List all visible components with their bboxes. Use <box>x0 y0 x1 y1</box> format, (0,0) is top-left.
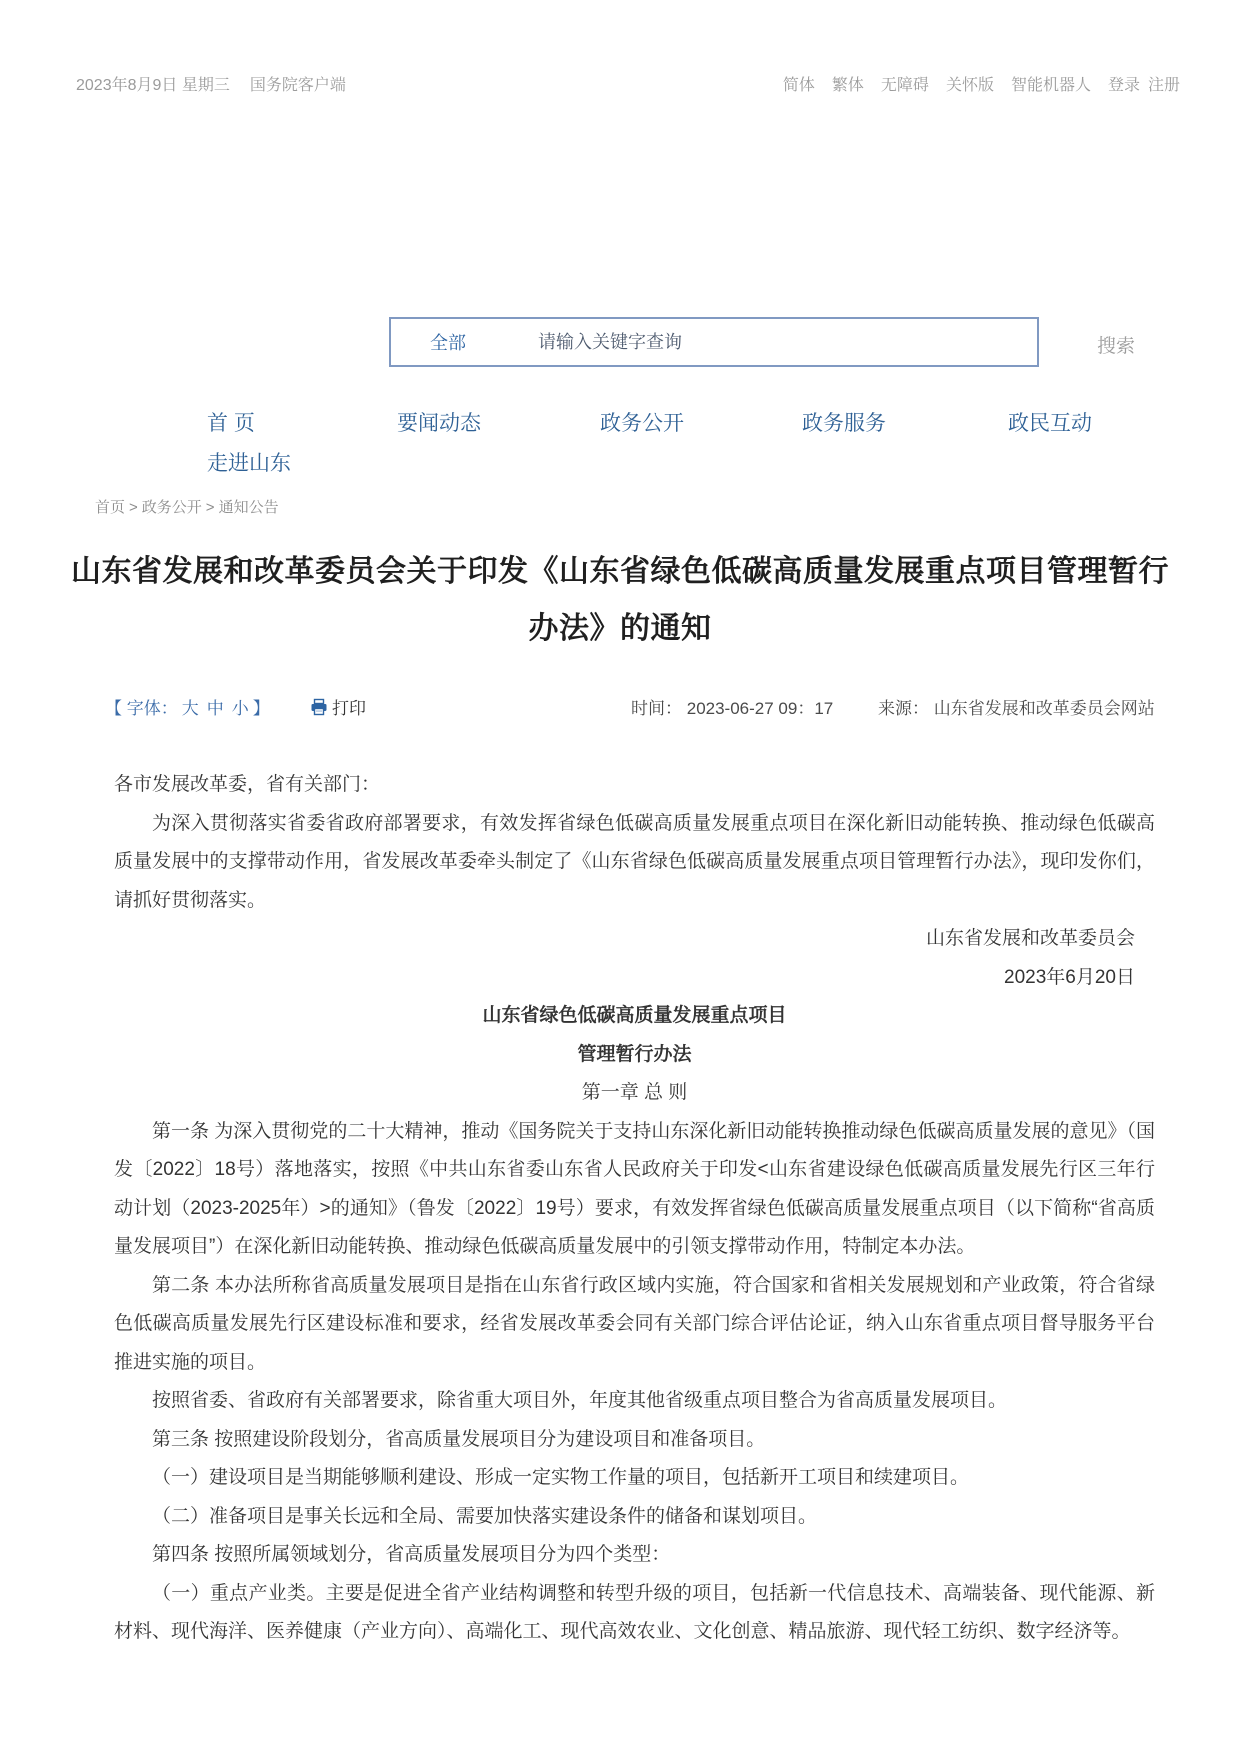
doc-title-line-2: 管理暂行办法 <box>577 1043 692 1065</box>
body-paragraph: 第一条 为深入贯彻党的二十大精神，推动《国务院关于支持山东深化新旧动能转换推动绿色低碳高质量发展的意见》（国发〔2022〕18号）落地落实，按照《中共山东省委山东省人民政府关于印发<山东省建设绿色低碳高质量发展先行区三年行动计划（2023-2025年）>的通知》（鲁发〔2022〕19号）要求，有效发挥省绿色低碳高质量发展重点项目（以下简称“省高质量发展项目”）在深化新旧动能转换、推动绿色低碳高质量发展中的引领支撑带动作用，特制定本办法。 <box>114 1120 1155 1257</box>
body-paragraph: 第三条 按照建设阶段划分，省高质量发展项目分为建设项目和准备项目。 <box>152 1428 766 1450</box>
body-paragraph: 第四条 按照所属领域划分，省高质量发展项目分为四个类型： <box>152 1544 671 1565</box>
chapter-heading: 第一章 总 则 <box>581 1082 688 1103</box>
search-category-dropdown[interactable]: 全部 <box>430 333 466 353</box>
search-button[interactable]: 搜索 <box>1097 336 1136 357</box>
font-size-medium-button[interactable]: 中 <box>206 699 224 718</box>
publish-time <box>631 694 833 719</box>
print-label: 打印 <box>332 699 366 718</box>
nav-item-news[interactable]: 要闻动态 <box>397 412 481 435</box>
link-smart-robot[interactable]: 智能机器人 <box>1010 77 1091 94</box>
nav-item-home[interactable]: 首 页 <box>207 412 255 435</box>
top-utility-bar <box>76 72 1180 95</box>
breadcrumb-separator: > <box>205 499 215 516</box>
source-info <box>878 694 1155 719</box>
search-input[interactable] <box>536 331 970 354</box>
body-paragraph: （一）重点产业类。主要是促进全省产业结构调整和转型升级的项目，包括新一代信息技术、高端装备、现代能源、新材料、现代海洋、医养健康（产业方向）、高端化工、现代高效农业、文化创意、精品旅游、现代轻工纺织、数字经济等。 <box>114 1582 1155 1642</box>
nav-item-about-shandong[interactable]: 走进山东 <box>207 452 291 475</box>
body-paragraph: 按照省委、省政府有关部署要求，除省重大项目外，年度其他省级重点项目整合为省高质量发展项目。 <box>152 1390 1008 1411</box>
signer-name: 山东省发展和改革委员会 <box>925 928 1135 949</box>
signature-date: 2023年6月20日 <box>1004 966 1135 988</box>
body-paragraph: （一）建设项目是当期能够顺利建设、形成一定实物工作量的项目，包括新开工项目和续建项目。 <box>152 1467 970 1488</box>
link-login[interactable]: 登录 <box>1107 77 1140 94</box>
link-care-version[interactable]: 关怀版 <box>945 77 994 94</box>
print-button[interactable] <box>310 694 366 719</box>
search-box <box>389 317 1039 367</box>
doc-title-line-1: 山东省绿色低碳高质量发展重点项目 <box>482 1005 787 1026</box>
link-register[interactable]: 注册 <box>1147 77 1180 94</box>
font-label-close: 】 <box>252 699 270 718</box>
page-title: 山东省发展和改革委员会关于印发《山东省绿色低碳高质量发展重点项目管理暂行办法》的通知 <box>71 555 1169 645</box>
nav-item-gov-affairs[interactable]: 政务公开 <box>600 412 684 435</box>
source-label: 来源： <box>878 699 929 718</box>
signature-block <box>114 920 1155 997</box>
font-label: 【 字体： <box>105 699 178 718</box>
time-label: 时间： <box>631 699 682 718</box>
date-text: 2023年8月9日 星期三 <box>76 77 230 94</box>
gov-client-link[interactable]: 国务院客户端 <box>249 77 346 94</box>
breadcrumb-current: 通知公告 <box>218 499 279 516</box>
nav-item-gov-services[interactable]: 政务服务 <box>802 412 886 435</box>
breadcrumb <box>93 496 281 517</box>
source-value: 山东省发展和改革委员会网站 <box>933 699 1155 718</box>
font-size-control <box>105 694 270 719</box>
article-body <box>114 766 1155 1652</box>
link-traditional[interactable]: 繁体 <box>831 77 864 94</box>
salutation: 各市发展改革委，省有关部门： <box>114 774 381 795</box>
breadcrumb-separator: > <box>129 499 138 516</box>
intro-paragraph: 为深入贯彻落实省委省政府部署要求，有效发挥省绿色低碳高质量发展重点项目在深化新旧动能转换、推动绿色低碳高质量发展中的支撑带动作用，省发展改革委牵头制定了《山东省绿色低碳高质量发展重点项目管理暂行办法》，现印发你们，请抓好贯彻落实。 <box>114 812 1155 911</box>
breadcrumb-home[interactable]: 首页 <box>95 499 126 516</box>
font-size-large-button[interactable]: 大 <box>181 699 199 718</box>
font-size-small-button[interactable]: 小 <box>231 699 249 718</box>
link-simplified[interactable]: 简体 <box>782 77 815 94</box>
nav-item-interaction[interactable]: 政民互动 <box>1008 412 1092 435</box>
printer-icon <box>310 698 328 716</box>
link-accessibility[interactable]: 无障碍 <box>880 77 929 94</box>
body-paragraph: （二）准备项目是事关长远和全局、需要加快落实建设条件的储备和谋划项目。 <box>152 1505 818 1527</box>
article-meta-bar <box>0 694 1240 720</box>
body-paragraph: 第二条 本办法所称省高质量发展项目是指在山东省行政区域内实施，符合国家和省相关发展规划和产业政策，符合省绿色低碳高质量发展先行区建设标准和要求，经省发展改革委会同有关部门综合评估论证，纳入山东省重点项目督导服务平台推进实施的项目。 <box>114 1274 1155 1373</box>
time-value: 2023-06-27 09：17 <box>686 699 834 718</box>
breadcrumb-gov-affairs[interactable]: 政务公开 <box>141 499 202 516</box>
